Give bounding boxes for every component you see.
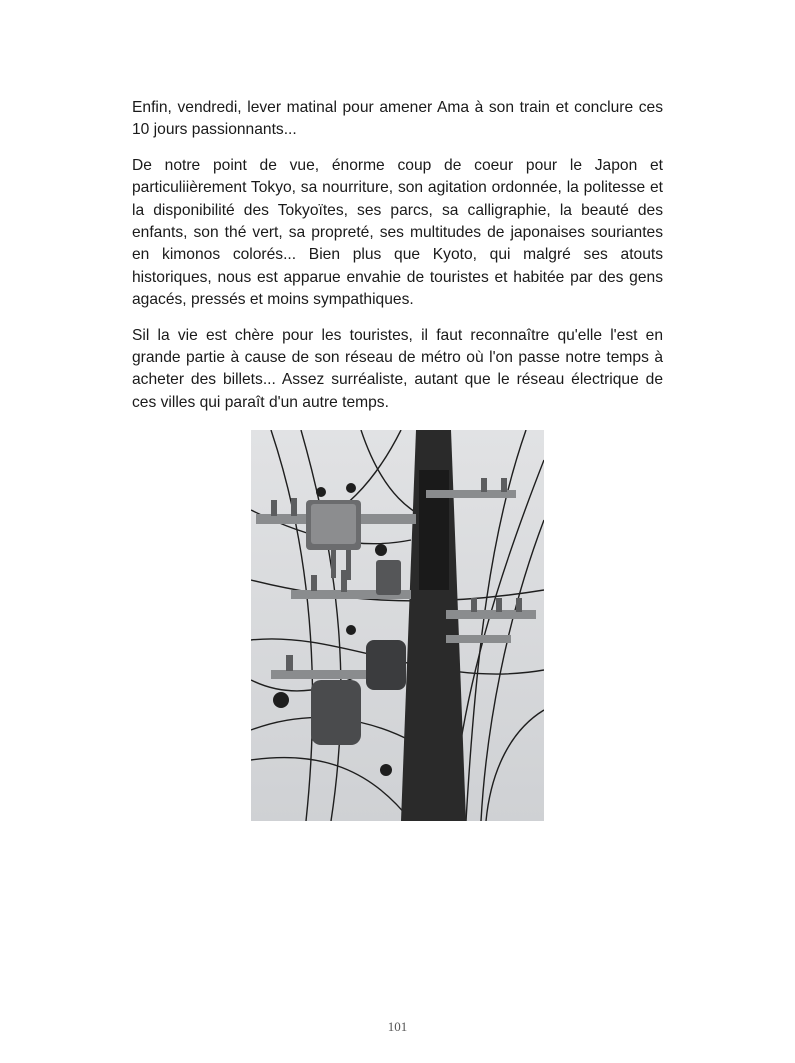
paragraph-2: De notre point de vue, énorme coup de coeur pour le Japon et particuliièrement Tokyo, sa nourriture, son agitation ordonnée, la politesse et la disponibilité des Tokyoïtes, ses parcs, sa calligraphie, la beauté des enfants, son thé vert, sa propreté, ses multitudes de japonaises souriantes en kimonos colorés... Bien plus que Kyoto, qui malgré ses atouts historiques, nous est apparue envahie de touristes et habitée par des gens agacés, pressés et moins sympathiques.	[132, 156, 663, 309]
body-text	[132, 97, 663, 427]
utility-pole-photo	[251, 430, 544, 821]
utility-pole-illustration	[251, 430, 544, 821]
page-number: 101	[387, 1019, 408, 1034]
paragraph-1: Enfin, vendredi, lever matinal pour amener Ama à son train et conclure ces 10 jours passionnants...	[132, 99, 663, 139]
paragraph-3: Sil la vie est chère pour les touristes, il faut reconnaître qu'elle l'est en grande partie à cause de son réseau de métro où l'on passe notre temps à acheter des billets... Assez surréaliste, autant que le réseau électrique de ces villes qui paraît d'un autre temps.	[132, 326, 663, 411]
